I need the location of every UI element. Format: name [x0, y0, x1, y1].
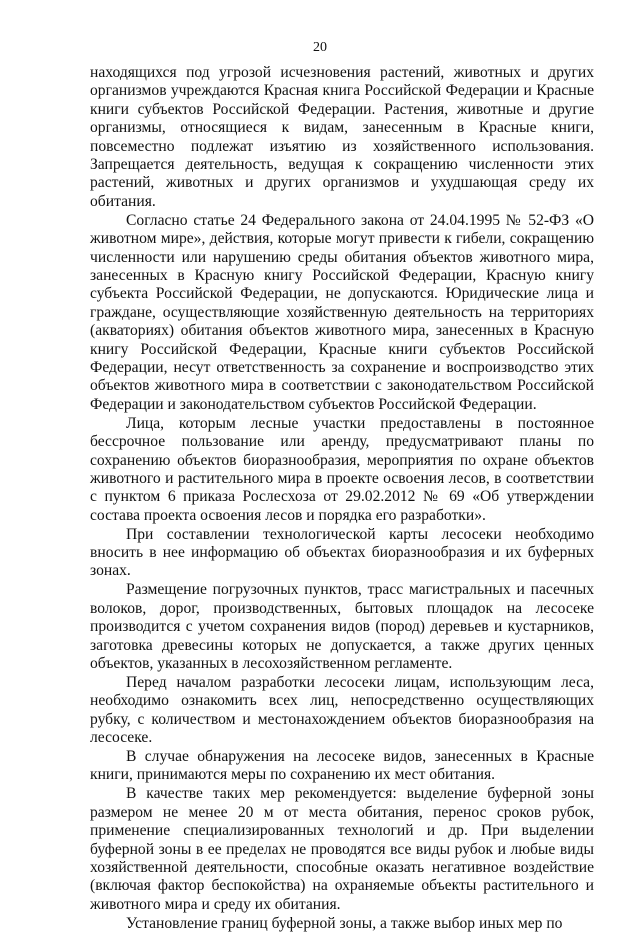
page-number: 20 — [313, 40, 327, 55]
paragraph-9: Установление границ буферной зоны, а также выбор иных мер по — [126, 914, 563, 932]
paragraph-7: В случае обнаружения на лесосеке видов, занесенных в Красные книги, принимаются меры по сохранению их мест обитания. — [90, 748, 594, 784]
paragraph-3: Лица, которым лесные участки предоставлены в постоянное бессрочное пользование или аренду, предусматривают планы по сохранению объектов биоразнообразия, мероприятия по охране объектов животного и растительного мира в проекте освоения лесов, в соответствии с пунктом 6 приказа Рослесхоза от 29.02.2012 № 69 «Об утверждении состава проекта освоения лесов и порядка его разработки». — [90, 414, 594, 524]
paragraph-1: находящихся под угрозой исчезновения растений, животных и других организмов учреждаются Красная книга Российской Федерации и Красные книги субъектов Российской Федерации. Растения, животные и другие организмы, относящиеся к видам, занесенным в Красные книги, повсеместно подлежат изъятию из хозяйственного использования. Запрещается деятельность, ведущая к сокращению численности этих растений, животных и других организмов и ухудшающая среду их обитания. — [90, 64, 594, 210]
paragraph-5: Размещение погрузочных пунктов, трасс магистральных и пасечных волоков, дорог, производственных, бытовых площадок на лесосеке производится с учетом сохранения видов (пород) деревьев и кустарников, заготовка древесины которых не допускается, а также других ценных объектов, указанных в лесохозяйственном регламенте. — [90, 581, 594, 672]
paragraph-8: В качестве таких мер рекомендуется: выделение буферной зоны размером не менее 20 м от места обитания, перенос сроков рубок, применение специализированных технологий и др. При выделении буферной зоны в ее пределах не проводятся все виды рубок и любые виды хозяйственной деятельности, способные оказать негативное воздействие (включая фактор беспокойства) на охраняемые объекты растительного и животного мира и среду их обитания. — [90, 785, 594, 913]
paragraph-4: При составлении технологической карты лесосеки необходимо вносить в нее информацию об объектах биоразнообразия и их буферных зонах. — [90, 525, 594, 580]
paragraph-6: Перед началом разработки лесосеки лицам, использующим леса, необходимо ознакомить всех лиц, непосредственно осуществляющих рубку, с количеством и местонахождением объектов биоразнообразия на лесосеке. — [90, 673, 594, 747]
paragraph-2: Согласно статье 24 Федерального закона от 24.04.1995 № 52-ФЗ «О животном мире», действия, которые могут привести к гибели, сокращению численности или нарушению среды обитания объектов животного мира, занесенных в Красную книгу Российской Федерации, Красную книгу субъекта Российской Федерации, не допускаются. Юридические лица и граждане, осуществляющие хозяйственную деятельность на территориях (акваториях) обитания объектов животного мира, занесенных в Красную книгу Российской Федерации, Красные книги субъектов Российской Федерации, несут ответственность за сохранение и воспроизводство этих объектов животного мира в соответствии с законодательством Российской Федерации и законодательством субъектов Российской Федерации. — [90, 211, 594, 413]
document-body — [90, 64, 594, 933]
